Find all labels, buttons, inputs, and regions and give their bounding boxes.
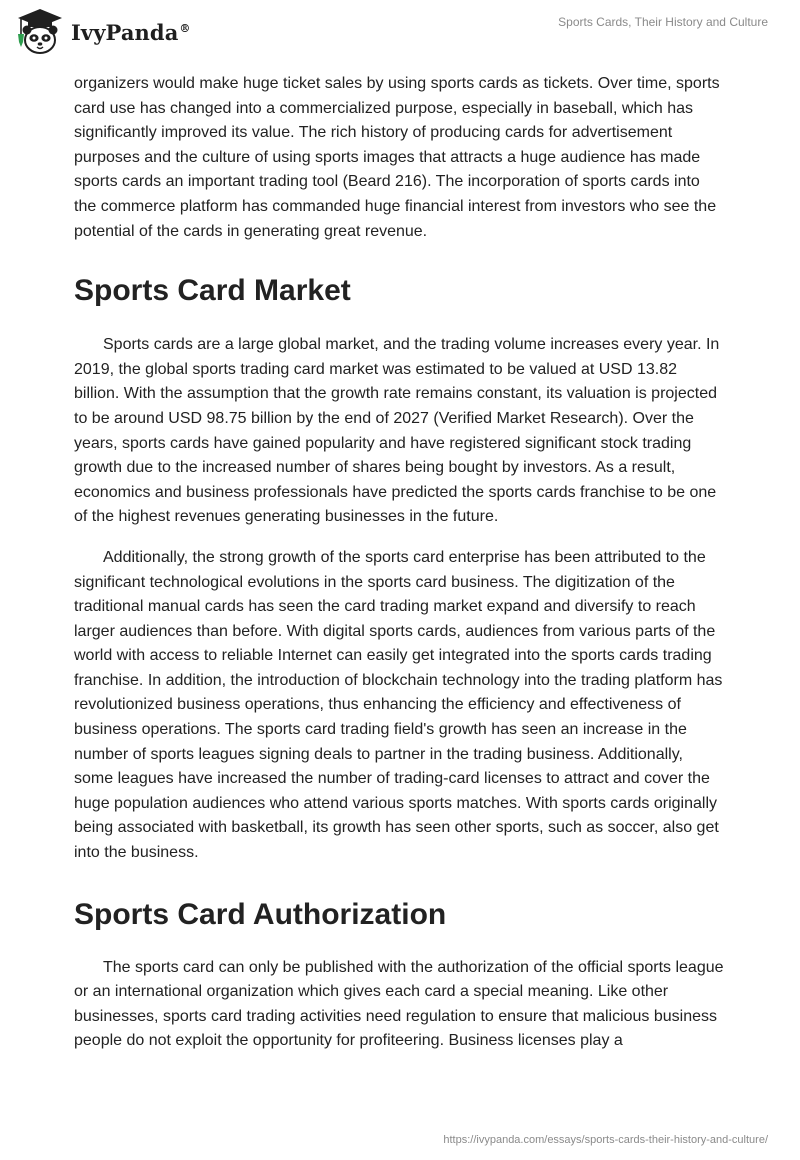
logo-name: IvyPanda <box>71 19 179 45</box>
source-url[interactable]: https://ivypanda.com/essays/sports-cards-their-history-and-culture/ <box>443 1134 768 1146</box>
page-header <box>0 0 800 70</box>
page-title: Sports Cards, Their History and Culture <box>558 15 768 29</box>
section-heading-market: Sports Card Market <box>74 274 351 308</box>
panda-graduate-icon <box>13 6 67 60</box>
article-body <box>74 72 726 1054</box>
intro-paragraph: organizers would make huge ticket sales by using sports cards as tickets. Over time, sports card use has changed into a commercialized purpose, especially in baseball, which has significantly improved its value. The rich history of producing cards for advertisement purposes and the culture of using sports images that attracts a huge audience has made sports cards an important trading tool (Beard 216). The incorporation of sports cards into the commerce platform has commanded huge financial interest from investors who see the potential of the cards in generating great revenue. <box>74 75 720 240</box>
section-heading-authorization: Sports Card Authorization <box>74 897 447 931</box>
market-paragraph-2: Additionally, the strong growth of the sports card enterprise has been attributed to the significant technological evolutions in the sports card business. The digitization of the traditional manual cards has seen the card trading market expand and diversify to reach larger audiences than before. With digital sports cards, audiences from various parts of the world with access to reliable Internet can easily get integrated into the sports cards trading franchise. In addition, the introduction of blockchain technology into the trading platform has revolutionized business operations, thus enhancing the efficiency and effectiveness of business operations. The sports card trading field's growth has seen an increase in the number of sports leagues signing deals to partner in the trading business. Additionally, some leagues have increased the number of trading-card licenses to attract and cover the huge population audiences who attend various sports matches. With sports cards originally being associated with basketball, its growth has seen other sports, such as soccer, also get into the business. <box>74 548 723 862</box>
market-paragraph-1: Sports cards are a large global market, and the trading volume increases every year. In 2019, the global sports trading card market was estimated to be valued at USD 13.82 billion. With the assumption that the growth rate remains constant, its valuation is projected to be around USD 98.75 billion by the end of 2027 (Verified Market Research). Over the years, sports cards have gained popularity and have registered significant stock trading growth due to the increased number of shares being bought by investors. As a result, economics and business professionals have predicted the sports cards franchise to be one of the highest revenues generating businesses in the future. <box>74 336 720 526</box>
logo-wordmark <box>71 20 191 45</box>
registered-mark: ® <box>179 21 191 35</box>
ivypanda-logo[interactable] <box>13 6 191 60</box>
authorization-paragraph-1: The sports card can only be published with the authorization of the official sports league or an international organization which gives each card a special meaning. Like other businesses, sports card trading activities need regulation to ensure that malicious business people do not exploit the opportunity for profiteering. Business licenses play a <box>74 958 724 1050</box>
